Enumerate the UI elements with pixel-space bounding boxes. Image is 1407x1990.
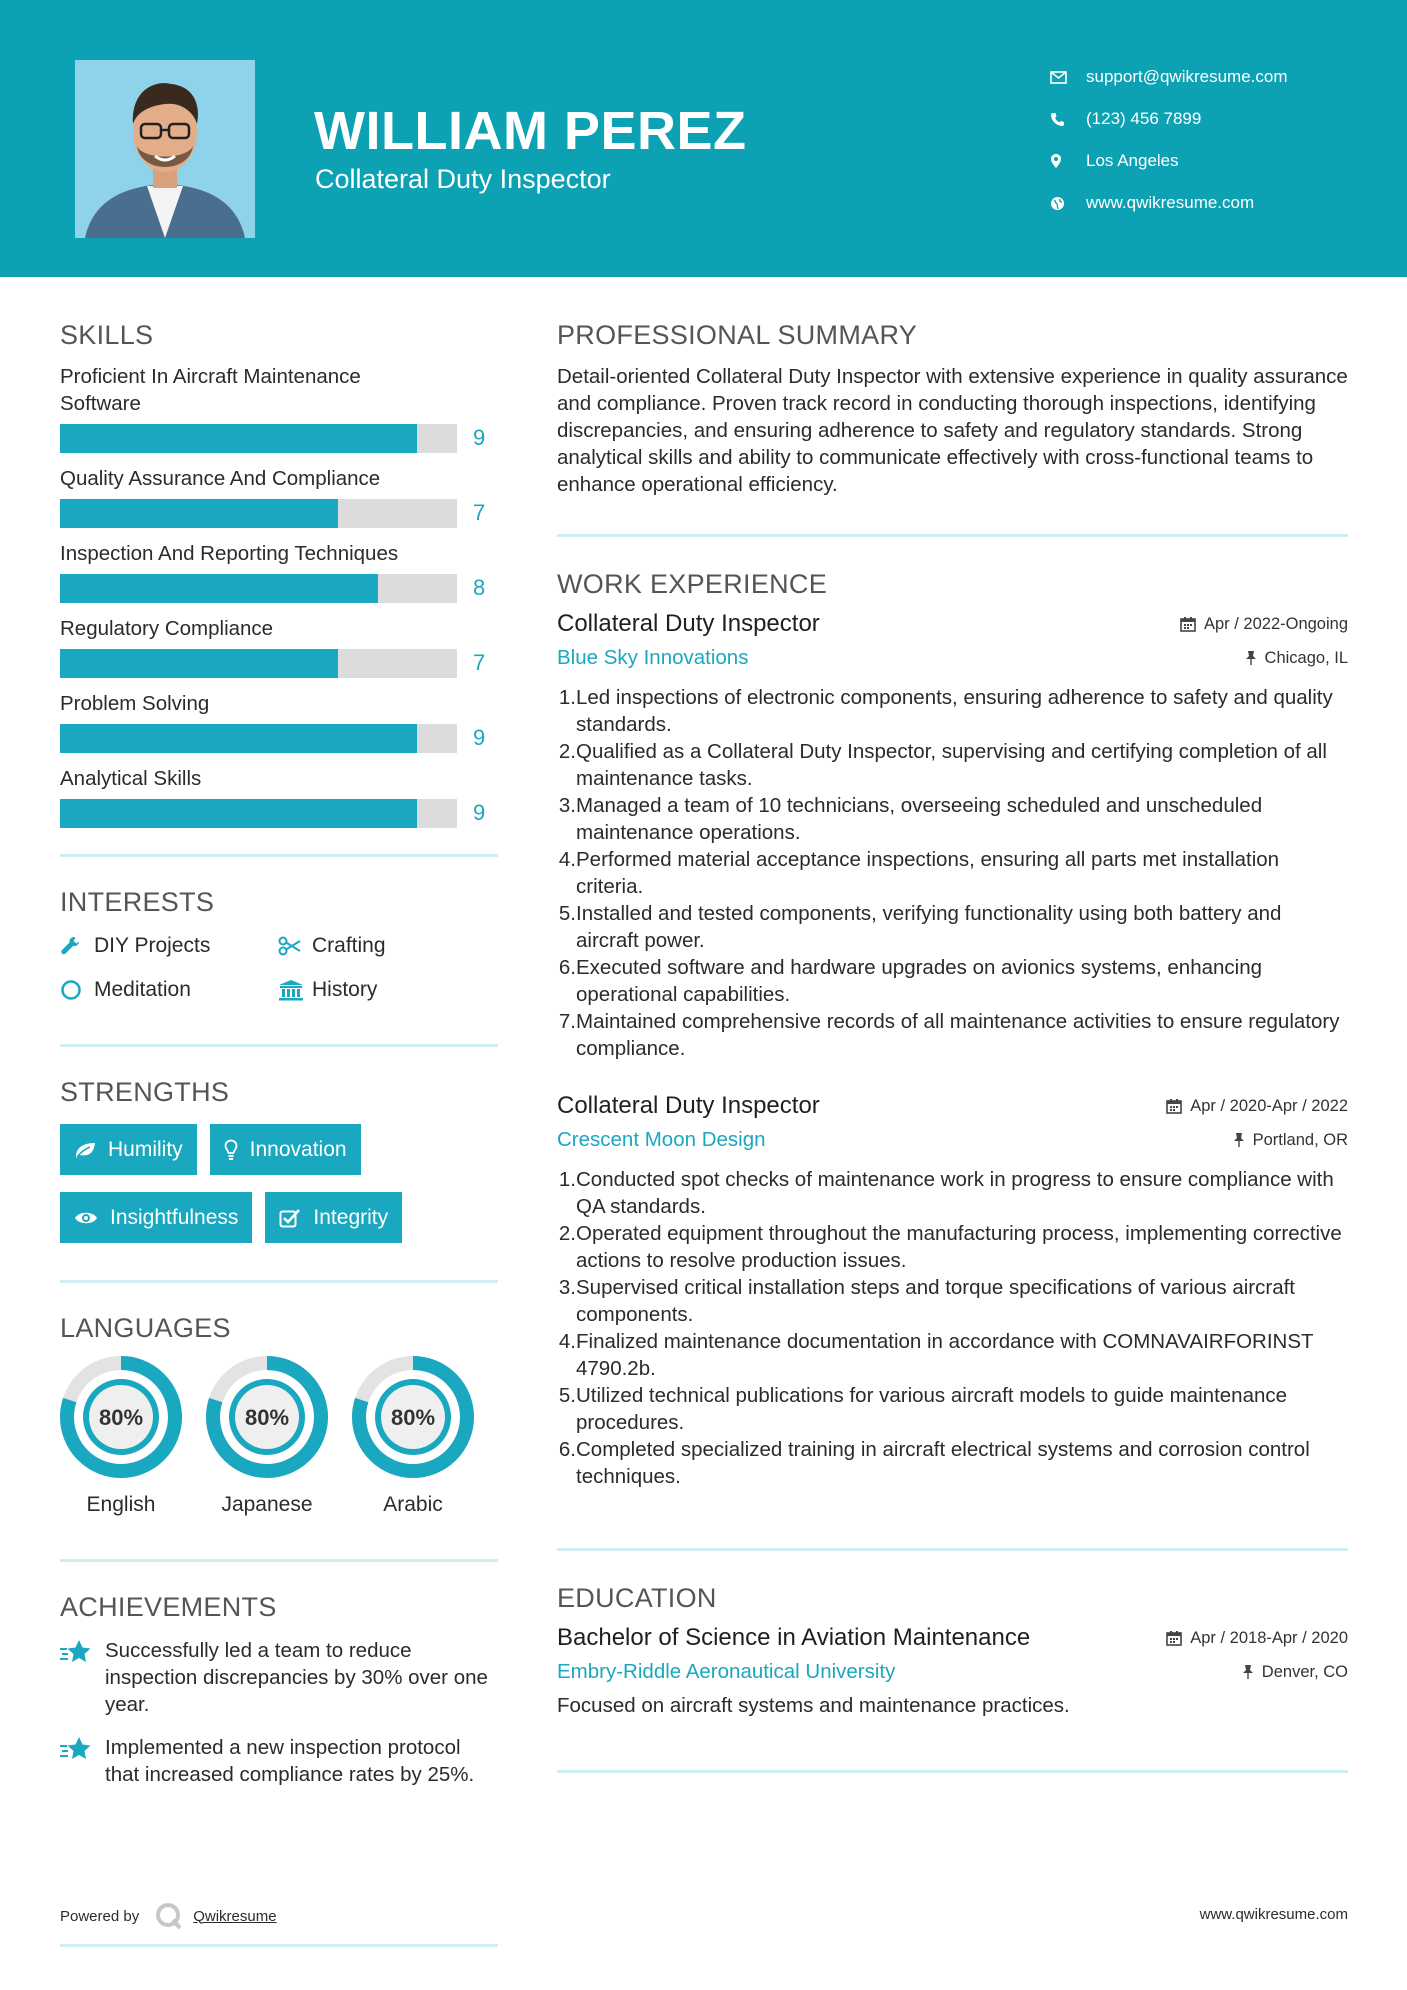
skills-title: SKILLS [60,320,154,350]
pushpin-icon [1245,650,1257,666]
language-item [60,1356,182,1517]
skill-value: 7 [473,500,486,525]
job-location-text: Chicago, IL [1264,648,1348,667]
contact-email[interactable] [1050,56,1288,98]
section-divider [60,1280,498,1283]
job-location [1245,649,1348,668]
strength-tag [60,1124,197,1175]
section-divider [60,854,498,857]
skill-value: 9 [473,800,486,825]
job-bullet: 1. Led inspections of electronic components, ensuring adherence to safety and quality standards. [558,686,1333,736]
section-divider [60,1944,498,1947]
skill-name: Analytical Skills [60,767,202,790]
interest-label: DIY Projects [94,934,211,957]
language-label: Arabic [383,1493,443,1516]
job-title: Collateral Duty Inspector [557,1092,820,1119]
job-date-text: Apr / 2020-Apr / 2022 [1190,1096,1348,1115]
interest-item [60,932,278,960]
profile-photo [75,60,255,238]
job-entry [557,1092,1348,1490]
skill-item [60,615,498,678]
language-label: English [86,1493,156,1516]
contact-phone[interactable] [1050,98,1288,140]
education-description: Focused on aircraft systems and maintenance practices. [557,1694,1070,1717]
strength-tag [60,1192,252,1243]
interest-item [278,932,478,960]
star-icon [60,1734,105,1788]
pushpin-icon [1233,1132,1245,1148]
job-bullet: 4. Finalized maintenance documentation in accordance with COMNAVAIRFORINST 4790.2b. [558,1330,1314,1380]
achievement-text: Successfully led a team to reduce inspection discrepancies by 30% over one year. [105,1639,488,1716]
interests-list [60,932,498,1004]
candidate-title: Collateral Duty Inspector [315,164,611,194]
language-percent: 80% [98,1405,144,1430]
company-name: Blue Sky Innovations [557,646,749,669]
qwikresume-link[interactable]: Qwikresume [193,1907,277,1925]
job-bullet: 5. Installed and tested components, verifying functionality using both battery and aircraft power. [558,902,1282,952]
star-icon [60,1637,105,1718]
degree-title: Bachelor of Science in Aviation Maintenance [557,1624,1031,1651]
strength-label: Integrity [313,1205,389,1229]
skill-bar [60,799,457,828]
achievements-list [60,1637,498,1788]
skill-bar-fill [60,649,338,678]
job-date [1166,1097,1348,1116]
language-ring [352,1356,474,1478]
achievement-item [60,1734,498,1788]
summary-text: Detail-oriented Collateral Duty Inspector with extensive experience in quality assurance and compliance. Proven track record in conducting thorough inspections, identifying discrepancies, and ensuring adherence to safety and regulatory standards. Strong analytical skills and ability to communicate effectively with cross-functional teams to enhance operational efficiency. [557,365,1348,496]
check-square-icon [279,1208,301,1228]
interest-label: Meditation [94,978,191,1001]
skill-bar [60,649,457,678]
contact-phone-text: (123) 456 7899 [1086,109,1202,128]
skill-bar-fill [60,574,378,603]
skill-value: 9 [473,725,486,750]
qwikresume-logo-icon [155,1902,183,1930]
job-bullets [557,684,1348,1062]
job-bullet: 5. Utilized technical publications for various aircraft models to guide maintenance procedures. [558,1384,1288,1434]
envelope-icon [1050,71,1086,84]
job-location-text: Portland, OR [1252,1130,1348,1149]
leaf-icon [74,1141,96,1159]
skill-item [60,690,498,753]
calendar-icon [1180,616,1196,632]
strength-tag [210,1124,361,1175]
school-name: Embry-Riddle Aeronautical University [557,1660,896,1683]
skill-item [60,540,498,603]
section-divider [60,1044,498,1047]
job-date-text: Apr / 2022-Ongoing [1203,614,1348,633]
languages-list [60,1356,498,1517]
strength-label: Insightfulness [110,1205,239,1229]
skill-item [60,765,498,828]
contact-website-text: www.qwikresume.com [1086,193,1255,212]
section-divider [557,534,1348,537]
interest-label: Crafting [312,934,386,957]
language-percent: 80% [244,1405,290,1430]
right-column [557,320,1348,1773]
language-ring [206,1356,328,1478]
education-location [1242,1663,1348,1682]
contact-list [1050,56,1288,224]
contact-website[interactable] [1050,182,1288,224]
strength-tag [265,1192,402,1243]
phone-icon [1050,112,1086,127]
skill-value: 9 [473,425,486,450]
pushpin-icon [1242,1664,1254,1680]
job-bullet: 3. Managed a team of 10 technicians, overseeing scheduled and unscheduled maintenance operations. [558,794,1263,844]
skill-name: Proficient In Aircraft Maintenance Software [60,365,361,415]
wrench-icon [60,935,94,957]
achievements-title: ACHIEVEMENTS [60,1592,277,1622]
job-bullet: 1. Conducted spot checks of maintenance work in progress to ensure compliance with QA standards. [558,1168,1334,1218]
skill-name: Quality Assurance And Compliance [60,467,381,490]
lightbulb-icon [224,1139,238,1161]
job-bullet: 3. Supervised critical installation steps and torque specifications of various aircraft components. [558,1276,1295,1326]
contact-email-text: support@qwikresume.com [1086,67,1288,86]
section-divider [557,1770,1348,1773]
candidate-name: WILLIAM PEREZ [314,101,747,161]
skills-list [60,363,498,828]
summary-title: PROFESSIONAL SUMMARY [557,320,918,350]
section-divider [557,1548,1348,1551]
language-percent: 80% [390,1405,436,1430]
job-bullet: 2. Qualified as a Collateral Duty Inspector, supervising and certifying completion of all maintenance tasks. [558,740,1327,790]
interest-label: History [312,978,378,1001]
strength-label: Humility [108,1137,183,1161]
skill-name: Inspection And Reporting Techniques [60,542,399,565]
skill-bar [60,499,457,528]
skill-item [60,363,498,453]
skill-bar [60,724,457,753]
language-item [352,1356,474,1517]
globe-icon [1050,196,1086,211]
interest-item [60,976,278,1004]
skill-bar-fill [60,799,417,828]
job-bullet: 7. Maintained comprehensive records of all maintenance activities to ensure regulatory compliance. [558,1010,1340,1060]
job-bullet: 6. Executed software and hardware upgrades on avionics systems, enhancing operational capabilities. [558,956,1263,1006]
language-label: Japanese [221,1493,313,1516]
skill-value: 8 [473,575,486,600]
interests-title: INTERESTS [60,887,215,917]
resume-header [0,0,1407,277]
contact-location [1050,140,1288,182]
footer-powered-by [60,1902,277,1930]
education-title: EDUCATION [557,1583,717,1613]
map-pin-icon [1050,153,1086,169]
experience-title: WORK EXPERIENCE [557,569,828,599]
strengths-list [60,1124,480,1243]
job-bullet: 2. Operated equipment throughout the manufacturing process, implementing corrective actions to resolve production issues. [558,1222,1342,1272]
contact-location-text: Los Angeles [1086,151,1179,170]
education-location-text: Denver, CO [1261,1662,1348,1681]
skill-bar-fill [60,424,417,453]
interest-item [278,976,478,1004]
job-bullets [557,1166,1348,1490]
language-item [206,1356,328,1517]
skill-bar-fill [60,724,417,753]
strengths-title: STRENGTHS [60,1077,230,1107]
education-date-text: Apr / 2018-Apr / 2020 [1190,1628,1348,1647]
job-bullet: 4. Performed material acceptance inspections, ensuring all parts met installation criteria. [558,848,1280,898]
strength-label: Innovation [249,1137,347,1161]
education-entry [557,1624,1348,1719]
job-entry [557,610,1348,1062]
achievement-text: Implemented a new inspection protocol that increased compliance rates by 25%. [105,1736,475,1786]
skill-name: Problem Solving [60,692,210,715]
circle-icon [60,979,94,1001]
language-ring [60,1356,182,1478]
scissors-icon [278,936,312,956]
eye-icon [74,1210,98,1226]
skill-item [60,465,498,528]
skill-bar [60,424,457,453]
job-bullet: 6. Completed specialized training in aircraft electrical systems and corrosion control techniques. [558,1438,1310,1488]
skill-bar-fill [60,499,338,528]
achievement-item [60,1637,498,1718]
powered-by-text: Powered by [60,1907,140,1925]
job-date [1180,615,1348,634]
section-divider [60,1559,498,1562]
job-title: Collateral Duty Inspector [557,610,820,637]
left-column [60,320,498,1788]
bank-icon [278,979,312,1001]
languages-title: LANGUAGES [60,1313,231,1343]
calendar-icon [1166,1630,1182,1646]
skill-name: Regulatory Compliance [60,617,274,640]
job-location [1233,1131,1348,1150]
footer-website[interactable]: www.qwikresume.com [1199,1906,1348,1923]
skill-value: 7 [473,650,486,675]
calendar-icon [1166,1098,1182,1114]
company-name: Crescent Moon Design [557,1128,766,1151]
skill-bar [60,574,457,603]
education-date [1166,1629,1348,1648]
